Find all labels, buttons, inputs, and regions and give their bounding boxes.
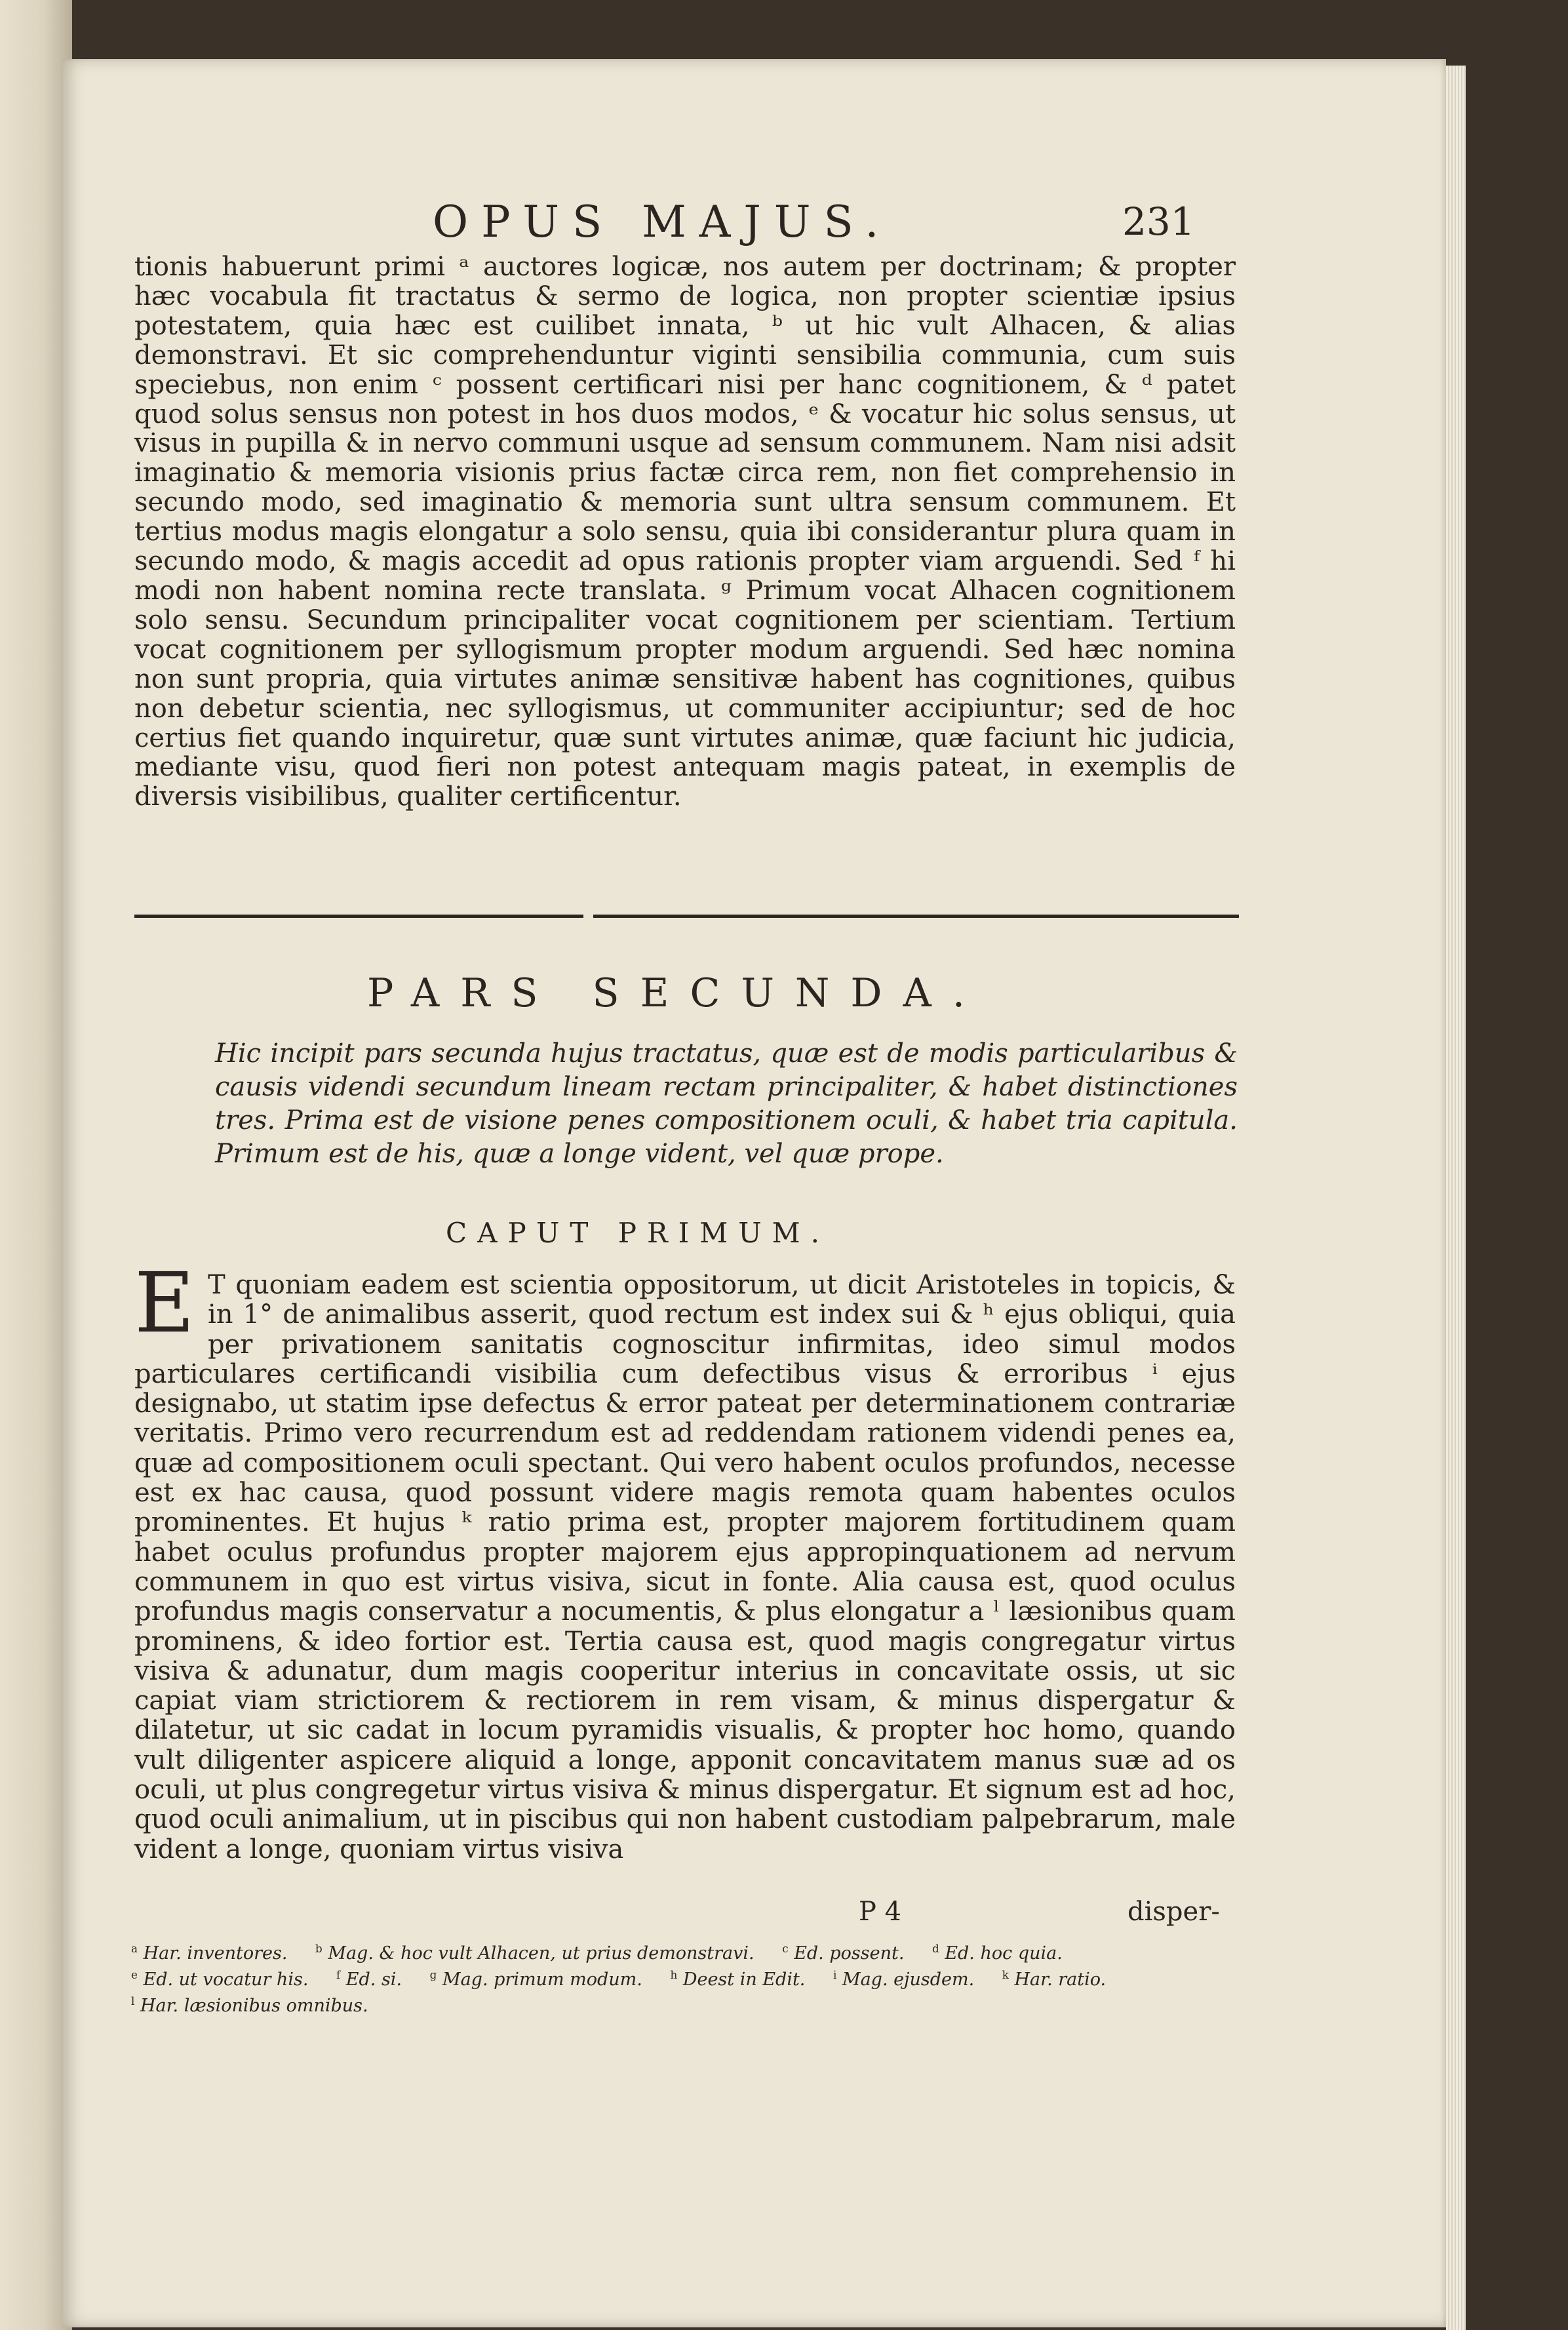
footnote [833,1967,974,1993]
footnote-text: Har. læsionibus omnibus. [140,1996,368,2016]
footnote [932,1941,1063,1967]
footnote-mark: g [429,1968,437,1981]
footnote-text: Mag. ejusdem. [842,1969,975,1990]
footnote [315,1941,755,1967]
footnote [131,1993,368,2019]
chapter-text-block [134,1255,1236,1865]
catchword: disper- [1127,1897,1220,1927]
footnote-text: Mag. primum modum. [442,1969,642,1990]
section-rule-right [593,915,1239,918]
footnote [131,1967,308,1993]
footnote-text: Deest in Edit. [682,1969,806,1990]
footnote-mark: e [131,1968,138,1981]
footnote-mark: c [782,1942,789,1955]
footnote [1002,1967,1106,1993]
footnote-mark: i [833,1968,837,1981]
footnote-text: Har. inventores. [143,1943,288,1964]
footnote-mark: k [1002,1968,1009,1981]
chapter-paragraph: T quoniam eadem est scientia oppositorum, ut dicit Aristoteles in topicis, & in 1° de animalibus asserit, quod rectum est index sui & ʰ ejus obliqui, quia per privationem sanitatis cognoscitur infirmitas, ideo simul modos particulares certificandi visibilia cum defectibus visus & erroribus ⁱ ejus designabo, ut statim ipse defectus & error pateat per determinationem contrariæ veritatis. Primo vero recurrendum est ad reddendam rationem videndi penes ea, quæ ad compositionem oculi spectant. Qui vero habent oculos profundos, necesse est ex hac causa, quod possunt videre magis remota quam habentes oculos prominentes. Et hujus ᵏ ratio prima est, propter majorem fortitudinem quam habet oculus profundus propter majorem ejus appropinquationem ad nervum communem in quo est virtus visiva, sicut in fonte. Alia causa est, quod oculus profundus magis conservatur a nocumentis, & plus elongatur a ˡ læsionibus quam prominens, & ideo fortior est. Tertia causa est, quod magis congregatur virtus visiva & adunatur, dum magis cooperitur interius in concavitate ossis, ut sic capiat viam strictiorem & rectiorem in rem visam, & minus dispergatur & dilatetur, ut sic cadat in locum pyramidis visualis, & propter hoc homo, quando vult diligenter aspicere aliquid a longe, apponit concavitatem manus suæ ad os oculi, ut plus congregetur virtus visiva & minus dispergatur. Et signum est ad hoc, quod oculi animalium, ut in piscibus qui non habent custodiam palpebrarum, male vident a longe, quoniam virtus visiva [134,1270,1236,1865]
body-text-block [134,252,1236,812]
drop-cap: E [134,1255,195,1351]
page-stack-edge [1446,66,1466,2330]
footnote-mark: d [932,1942,939,1955]
footnote-mark: a [131,1942,138,1955]
section-rule-left [134,915,583,918]
footnote [430,1967,642,1993]
footnote [131,1941,287,1967]
footnote-text: Ed. ut vocatur his. [143,1969,309,1990]
part-intro: Hic incipit pars secunda hujus tractatus, quæ est de modis particularibus & causis videndi secundum lineam rectam principaliter, & habet distinctiones tres. Prima est de visione penes compositionem oculi, & habet tria capitula. Primum est de his, quæ a longe vident, vel quæ prope. [215,1038,1238,1169]
footnote-text: Ed. si. [345,1969,402,1990]
footnote-text: Mag. & hoc vult Alhacen, ut prius demonstravi. [328,1943,755,1964]
page-number: 231 [1122,199,1195,244]
part-heading: PARS SECUNDA. [367,970,986,1016]
footnote-mark: b [315,1942,323,1955]
footnote [782,1941,904,1967]
footnote [336,1967,402,1993]
running-head: OPUS MAJUS. [433,197,892,247]
footnote-text: Ed. hoc quia. [945,1943,1063,1964]
body-paragraph: tionis habuerunt primi ᵃ auctores logicæ, nos autem per doctrinam; & propter hæc vocabula fit tractatus & sermo de logica, non propter scientiæ ipsius potestatem, quia hæc est cuilibet innata, ᵇ ut hic vult Alhacen, & alias demonstravi. Et sic comprehenduntur viginti sensibilia communia, cum suis speciebus, non enim ᶜ possent certificari nisi per hanc cognitionem, & ᵈ patet quod solus sensus non potest in hos duos modos, ᵉ & vocatur hic solus sensus, ut visus in pupilla & in nervo communi usque ad sensum communem. Nam nisi adsit imaginatio & memoria visionis prius factæ circa rem, non fiet comprehensio in secundo modo, sed imaginatio & memoria sunt ultra sensum communem. Et tertius modus magis elongatur a solo sensu, quia ibi considerantur plura quam in secundo modo, & magis accedit ad opus rationis propter viam arguendi. Sed ᶠ hi modi non habent nomina recte translata. ᵍ Primum vocat Alhacen cognitionem solo sensu. Secundum principaliter vocat cognitionem per scientiam. Tertium vocat cognitionem per syllogismum propter modum arguendi. Sed hæc nomina non sunt propria, quia virtutes animæ sensitivæ habent has cognitiones, quibus non debetur scientia, nec syllogismus, ut communiter accipiuntur; sed de hoc certius fiet quando inquiretur, quæ sunt virtutes animæ, quæ faciunt hic judicia, mediante visu, quod fieri non potest antequam magis pateat, in exemplis de diversis visibilibus, qualiter certificentur. [134,252,1236,812]
facing-page-edge [0,0,72,2330]
footnote-text: Ed. possent. [794,1943,905,1964]
chapter-heading: CAPUT PRIMUM. [446,1217,830,1249]
footnotes [131,1941,1239,2019]
signature-mark: P 4 [859,1897,902,1927]
footnote-mark: f [336,1968,341,1981]
footnote [670,1967,805,1993]
footnote-mark: l [131,1994,135,2007]
footnote-text: Har. ratio. [1014,1969,1107,1990]
footnote-mark: h [670,1968,678,1981]
